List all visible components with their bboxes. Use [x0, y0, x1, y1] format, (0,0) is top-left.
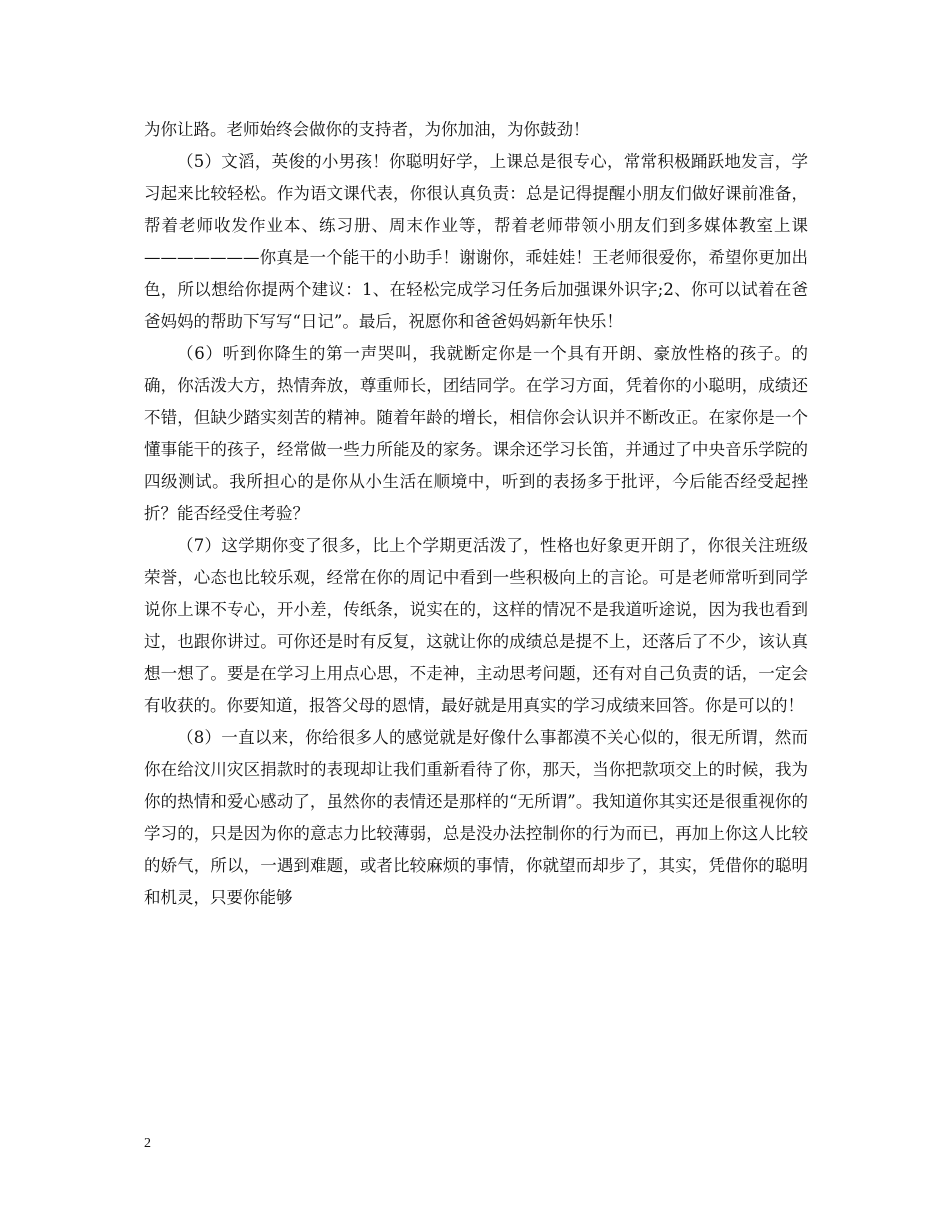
- document-body: [144, 114, 808, 914]
- paragraph-3: （6）听到你降生的第一声哭叫，我就断定你是一个具有开朗、豪放性格的孩子。的确，你活泼大方，热情奔放，尊重师长，团结同学。在学习方面，凭着你的小聪明，成绩还不错，但缺少踏实刻苦的精神。随着年龄的增长，相信你会认识并不断改正。在家你是一个懂事能干的孩子，经常做一些力所能及的家务。课余还学习长笛，并通过了中央音乐学院的四级测试。我所担心的是你从小生活在顺境中，听到的表扬多于批评，今后能否经受起挫折？能否经受住考验？: [144, 344, 808, 523]
- paragraph-1: 为你让路。老师始终会做你的支持者，为你加油，为你鼓劲！: [144, 120, 590, 139]
- paragraph-2: （5）文滔，英俊的小男孩！你聪明好学，上课总是很专心，常常积极踊跃地发言，学习起来比较轻松。作为语文课代表，你很认真负责：总是记得提醒小朋友们做好课前准备，帮着老师收发作业本、练习册、周末作业等，帮着老师带领小朋友们到多媒体教室上课———————你真是一个能干的小助手！谢谢你，乖娃娃！王老师很爱你，希望你更加出色，所以想给你提两个建议：1、在轻松完成学习任务后加强课外识字;2、你可以试着在爸爸妈妈的帮助下写写“日记”。最后，祝愿你和爸爸妈妈新年快乐！: [144, 152, 808, 331]
- paragraph-5: （8）一直以来，你给很多人的感觉就是好像什么事都漠不关心似的，很无所谓，然而你在给汶川灾区捐款时的表现却让我们重新看待了你，那天，当你把款项交上的时候，我为你的热情和爱心感动了，虽然你的表情还是那样的“无所谓”。我知道你其实还是很重视你的学习的，只是因为你的意志力比较薄弱，总是没办法控制你的行为而已，再加上你这人比较的娇气，所以，一遇到难题，或者比较麻烦的事情，你就望而却步了，其实，凭借你的聪明和机灵，只要你能够: [144, 728, 808, 907]
- paragraph-4: （7）这学期你变了很多，比上个学期更活泼了，性格也好象更开朗了，你很关注班级荣誉，心态也比较乐观，经常在你的周记中看到一些积极向上的言论。可是老师常听到同学说你上课不专心，开小差，传纸条，说实在的，这样的情况不是我道听途说，因为我也看到过，也跟你讲过。可你还是时有反复，这就让你的成绩总是提不上，还落后了不少，该认真想一想了。要是在学习上用点心思，不走神，主动思考问题，还有对自己负责的话，一定会有收获的。你要知道，报答父母的恩情，最好就是用真实的学习成绩来回答。你是可以的！: [144, 536, 808, 715]
- page-number: 2: [144, 1136, 151, 1151]
